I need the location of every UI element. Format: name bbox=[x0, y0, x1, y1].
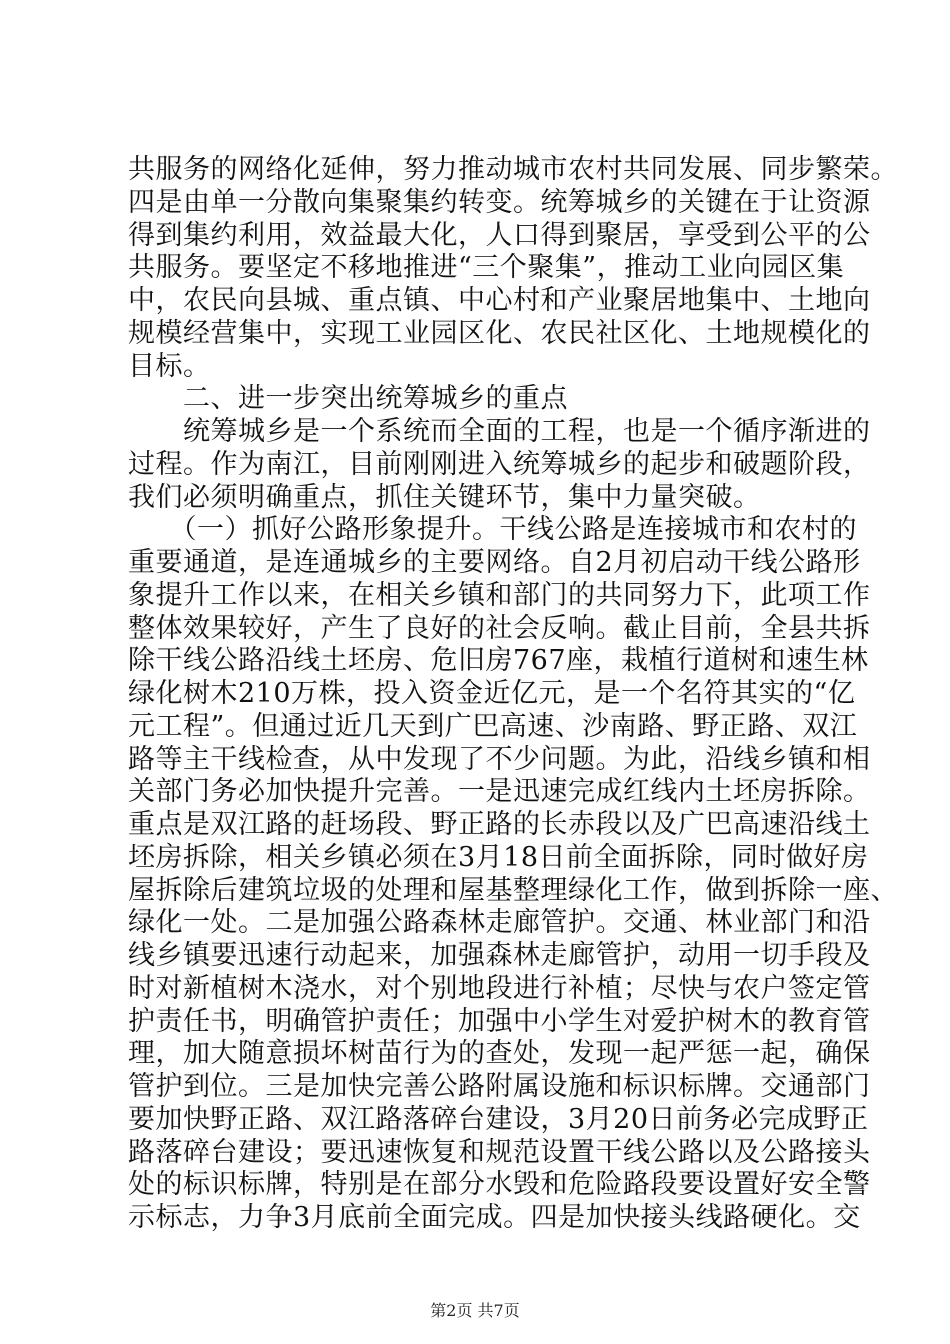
body-line: 得到集约利用，效益最大化，人口得到聚居，享受到公平的公 bbox=[128, 219, 871, 251]
body-line: 时对新植树木浇水，对个别地段进行补植；尽快与农户签定管 bbox=[128, 972, 871, 1004]
body-line: 我们必须明确重点，抓住关键环节，集中力量突破。 bbox=[128, 481, 761, 513]
body-line: 路等主干线检查，从中发现了不少问题。为此，沿线乡镇和相 bbox=[128, 743, 871, 775]
body-line: 管护到位。三是加快完善公路附属设施和标识标牌。交通部门 bbox=[128, 1071, 871, 1102]
body-line: 重点是双江路的赶场段、野正路的长赤段以及广巴高速沿线土 bbox=[128, 809, 871, 840]
body-line: （一）抓好公路形象提升。干线公路是连接城市和农村的 bbox=[128, 514, 857, 546]
body-line: 四是由单一分散向集聚集约转变。统筹城乡的关键在于让资源 bbox=[128, 186, 871, 218]
body-line: 绿化一处。二是加强公路森林走廊管护。交通、林业部门和沿 bbox=[128, 907, 871, 939]
body-line: 规模经营集中，实现工业园区化、农民社区化、土地规模化的 bbox=[128, 317, 871, 349]
body-line: 统筹城乡是一个系统而全面的工程，也是一个循序渐进的 bbox=[128, 416, 871, 447]
body-line: 除干线公路沿线土坯房、危旧房767座，栽植行道树和速生林 bbox=[128, 645, 869, 677]
body-line: 过程。作为南江，目前刚刚进入统筹城乡的起步和破题阶段， bbox=[128, 448, 871, 480]
body-line: 处的标识标牌，特别是在部分水毁和危险路段要设置好安全警 bbox=[128, 1169, 871, 1201]
body-line: 要加快野正路、双江路落碎台建设，3月20日前务必完成野正 bbox=[128, 1103, 869, 1135]
body-line: 关部门务必加快提升完善。一是迅速完成红线内土坯房拆除。 bbox=[128, 776, 871, 808]
body-line: 中，农民向县城、重点镇、中心村和产业聚居地集中、土地向 bbox=[128, 285, 871, 316]
body-line: 理，加大随意损坏树苗行为的查处，发现一起严惩一起，确保 bbox=[128, 1038, 871, 1070]
page-footer: 第2页 共7页 bbox=[430, 1301, 520, 1320]
body-line: 屋拆除后建筑垃圾的处理和屋基整理绿化工作，做到拆除一座、 bbox=[128, 874, 898, 906]
body-line: 整体效果较好，产生了良好的社会反响。截止目前，全县共拆 bbox=[128, 612, 871, 644]
body-line: 护责任书，明确管护责任；加强中小学生对爱护树木的教育管 bbox=[128, 1005, 871, 1037]
body-line: 象提升工作以来，在相关乡镇和部门的共同努力下，此项工作 bbox=[128, 579, 871, 611]
body-line: 重要通道，是连通城乡的主要网络。自2月初启动干线公路形 bbox=[128, 547, 861, 578]
body-line: 示标志，力争3月底前全面完成。四是加快接头线路硬化。交 bbox=[128, 1202, 861, 1233]
body-line: 元工程”。但通过近几天到广巴高速、沙南路、野正路、双江 bbox=[128, 710, 858, 742]
body-line: 坯房拆除，相关乡镇必须在3月18日前全面拆除，同时做好房 bbox=[128, 841, 869, 873]
body-line: 共服务的网络化延伸，努力推动城市农村共同发展、同步繁荣。 bbox=[128, 154, 898, 185]
body-line: 目标。 bbox=[128, 350, 211, 382]
body-line: 路落碎台建设；要迅速恢复和规范设置干线公路以及公路接头 bbox=[128, 1136, 871, 1168]
body-line: 线乡镇要迅速行动起来，加强森林走廊管护，动用一切手段及 bbox=[128, 940, 871, 971]
body-line: 共服务。要坚定不移地推进“三个聚集”，推动工业向园区集 bbox=[128, 252, 845, 284]
body-line: 绿化树木210万株，投入资金近亿元，是一个名符其实的“亿 bbox=[128, 678, 856, 709]
body-line: 二、进一步突出统筹城乡的重点 bbox=[128, 383, 568, 415]
body-text bbox=[128, 154, 898, 1235]
